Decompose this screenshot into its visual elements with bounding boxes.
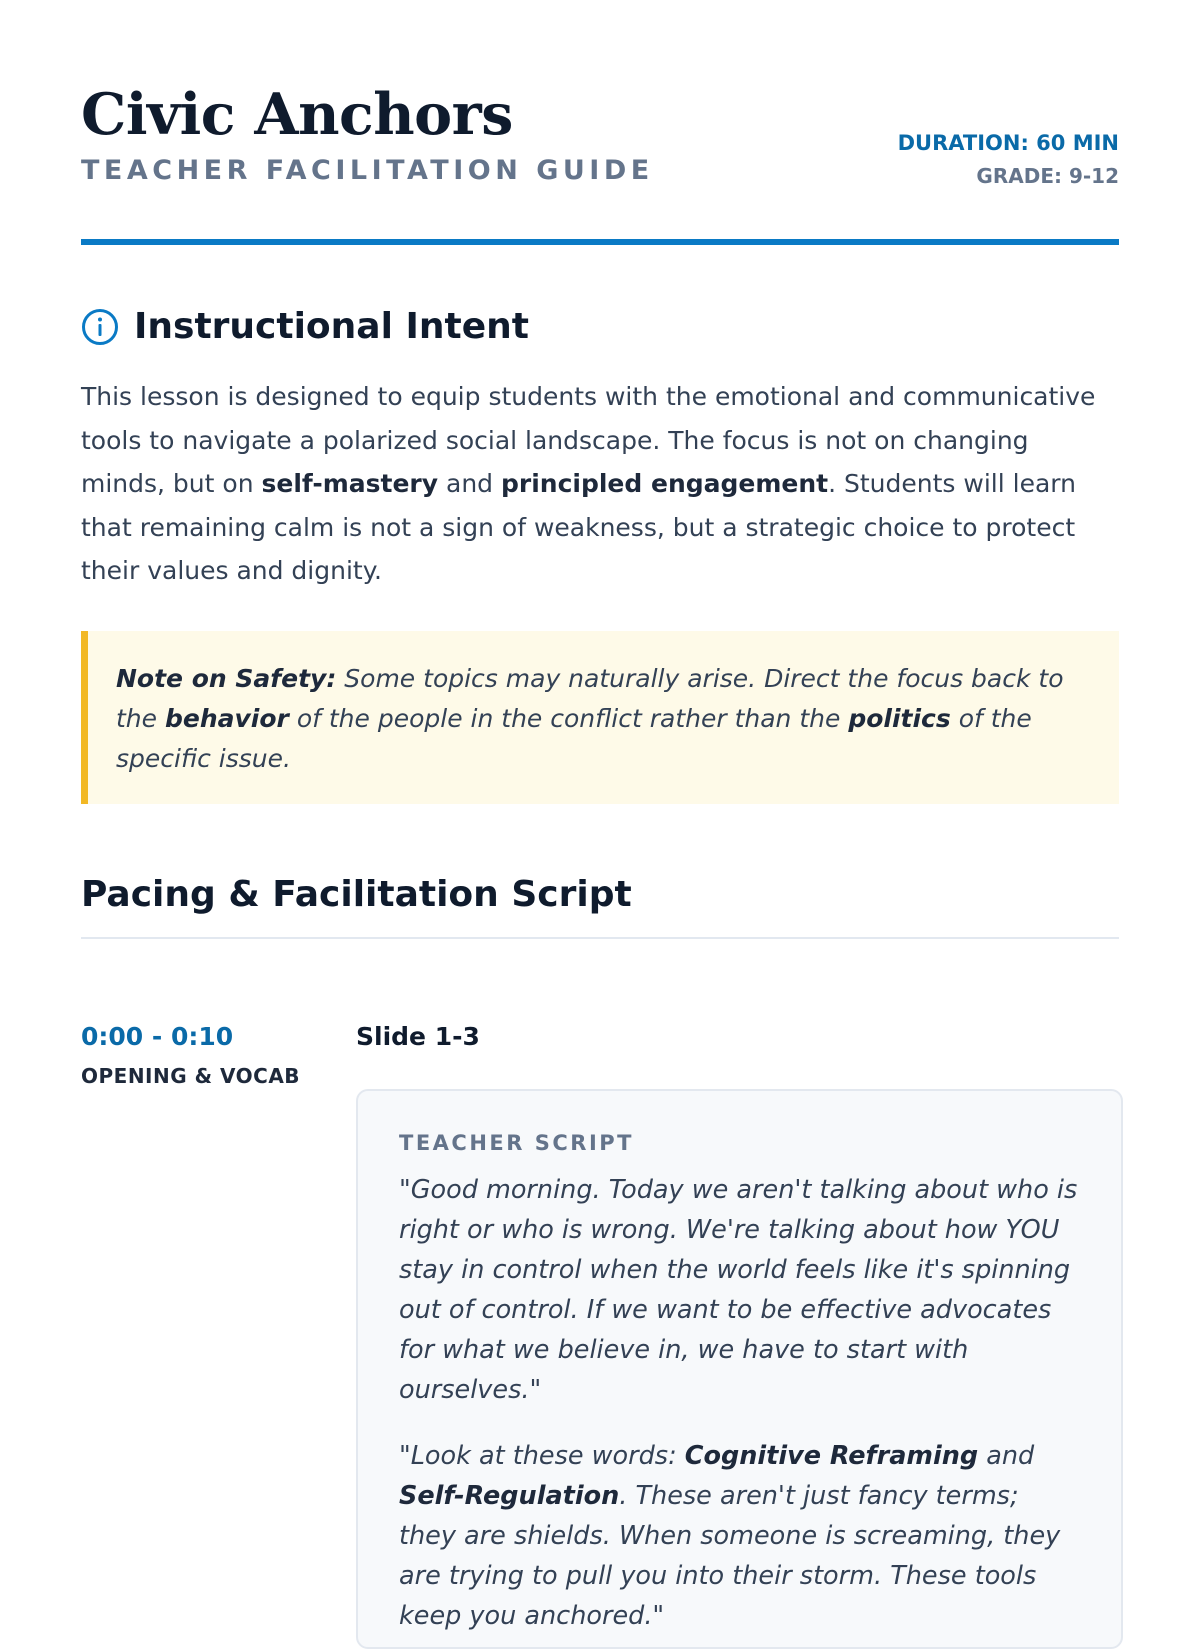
pacing-time: 0:00 - 0:10 bbox=[81, 1022, 234, 1051]
duration-label: DURATION: 60 MIN bbox=[897, 131, 1119, 155]
script-p2-text-2: and bbox=[978, 1441, 1035, 1472]
page-header bbox=[81, 0, 1119, 245]
pacing-heading: Pacing & Facilitation Script bbox=[81, 873, 1119, 939]
script-paragraph-1: "Good morning. Today we aren't talking about who is right or who is wrong. We're talking about how YOU stay in control when the world feels like it's spinning out of control. If we want to be effective advocates for what we believe in, we have to start with ourselves." bbox=[399, 1175, 1078, 1406]
intent-heading-row bbox=[81, 305, 1119, 348]
safety-note-bold-2: politics bbox=[848, 704, 951, 733]
safety-note-text-2: of the people in the conflict rather than the bbox=[288, 704, 849, 733]
safety-note-bold-1: behavior bbox=[164, 704, 289, 733]
page-title: Civic Anchors bbox=[81, 81, 513, 148]
script-p2-bold-1: Cognitive Reframing bbox=[684, 1441, 979, 1472]
teacher-script-label: TEACHER SCRIPT bbox=[399, 1131, 634, 1155]
intent-bold-2: principled engagement bbox=[500, 469, 829, 499]
page-subtitle: TEACHER FACILITATION GUIDE bbox=[81, 155, 654, 186]
safety-note bbox=[81, 631, 1119, 804]
script-p2-text-3: . These aren't just fancy terms; they are shields. When someone is screaming, they are trying to pull you into their storm. These tools keep you anchored." bbox=[399, 1481, 1061, 1632]
intent-paragraph bbox=[81, 375, 1119, 593]
intent-text-1: This lesson is designed to equip students with the emotional and communicative tools to navigate a polarized social landscape. The focus is not on changing minds, but on bbox=[81, 382, 1096, 499]
safety-note-text-1: Some topics may naturally arise. Direct the focus back to the bbox=[116, 664, 1064, 733]
intent-text-3: . Students will learn that remaining calm is not a sign of weakness, but a strategic choice to protect their values and dignity. bbox=[81, 469, 1076, 586]
safety-note-label: Note on Safety: bbox=[116, 664, 337, 693]
intent-bold-1: self-mastery bbox=[261, 469, 439, 499]
instructional-intent-section bbox=[81, 305, 1119, 593]
script-paragraph-2 bbox=[399, 1436, 1080, 1636]
lesson-meta bbox=[898, 128, 1119, 191]
teacher-script-box bbox=[356, 1089, 1123, 1649]
info-icon bbox=[81, 308, 119, 346]
pacing-phase: OPENING & VOCAB bbox=[81, 1064, 301, 1088]
grade-label: GRADE: 9-12 bbox=[976, 163, 1119, 188]
intent-text-2: and bbox=[438, 469, 501, 499]
script-p2-bold-2: Self-Regulation bbox=[399, 1481, 620, 1512]
script-p2-text-1: "Look at these words: bbox=[399, 1441, 685, 1472]
pacing-slide: Slide 1-3 bbox=[356, 1022, 480, 1051]
safety-note-text-3: of the specific issue. bbox=[116, 704, 1032, 773]
intent-heading: Instructional Intent bbox=[134, 306, 529, 347]
